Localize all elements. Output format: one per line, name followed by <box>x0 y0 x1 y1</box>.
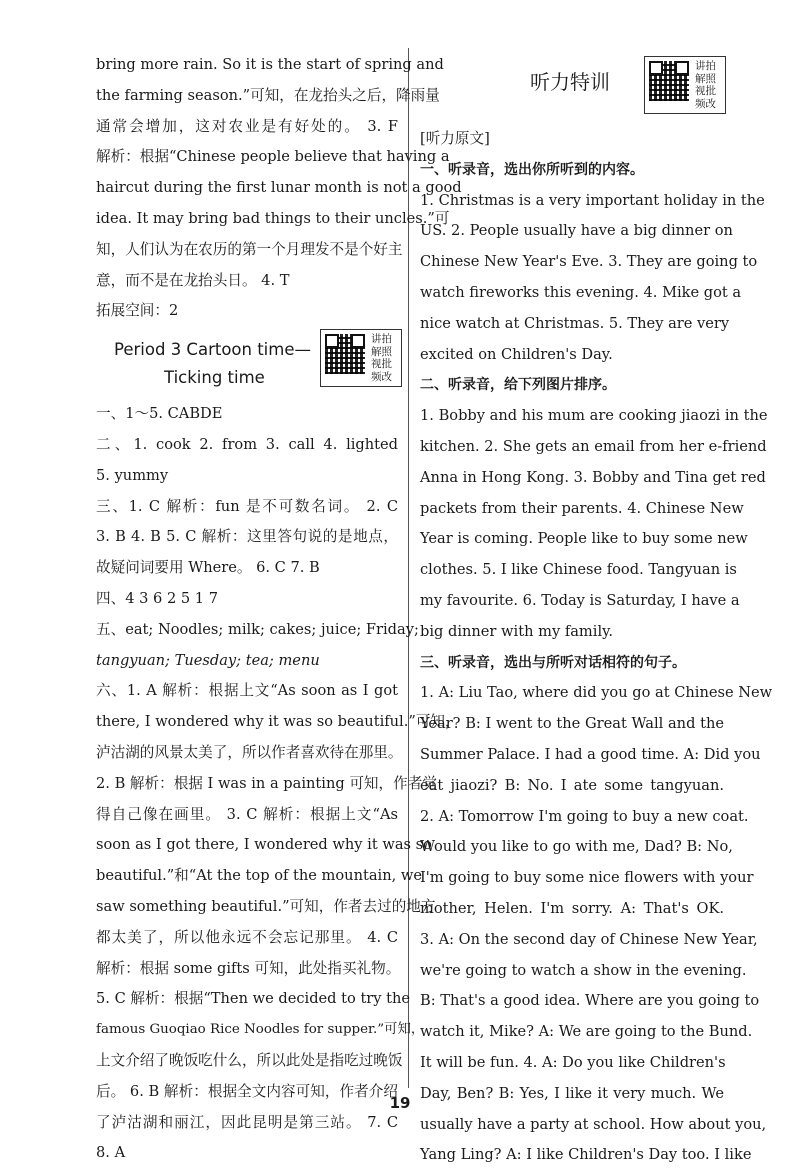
answer-line: 六、1. A 解析：根据上文“As soon as I got <box>96 682 398 700</box>
answer-line: 5. C 解析：根据“Then we decided to try the <box>96 990 411 1008</box>
answer-line-text: tangyuan; Tuesday; tea; menu <box>96 651 320 669</box>
text-line: Year is coming. People like to buy some new <box>420 530 748 548</box>
page-number: 19 <box>389 1094 411 1112</box>
answer-line: beautiful.”和“At the top of the mountain, we <box>96 867 423 885</box>
answer-line: 5. yummy <box>96 466 169 484</box>
text-line: 通常会增加，这对农业是有好处的。 3. F <box>96 117 398 135</box>
text-line: It will be fun. 4. A: Do you like Children's <box>420 1053 726 1071</box>
text-line: kitchen. 2. She gets an email from her e-friend <box>420 437 767 455</box>
answer-line <box>96 646 398 677</box>
answer-line: 后。 6. B 解析：根据全文内容可知，作者介绍 <box>96 1082 398 1100</box>
answer-line: 四、4 3 6 2 5 1 7 <box>96 589 219 607</box>
answer-line: 都太美了，所以他永远不会忘记那里。 4. C <box>96 928 398 946</box>
text-line: watch it, Mike? A: We are going to the Bund. <box>420 1023 753 1041</box>
text-line: 知，人们认为在农历的第一个月理发不是个好主 <box>96 240 403 258</box>
heading: [听力原文] <box>420 130 490 147</box>
qr-code-box[interactable] <box>320 329 402 387</box>
answer-line: 一、1～5. CABDE <box>96 405 223 423</box>
text-line: Would you like to go with me, Dad? B: No, <box>420 838 733 856</box>
text-line: watch fireworks this evening. 4. Mike got a <box>420 283 742 301</box>
text-line: Anna in Hong Kong. 3. Bobby and Tina get red <box>420 468 766 486</box>
text-line: my favourite. 6. Today is Saturday, I have a <box>420 591 740 609</box>
qr-code-icon[interactable] <box>325 334 365 374</box>
right-column <box>420 124 773 1171</box>
text-line: 解析：根据“Chinese people believe that having a <box>96 148 450 166</box>
text-line: 1. A: Liu Tao, where did you go at Chinese New <box>420 684 773 702</box>
text-line: nice watch at Christmas. 5. They are very <box>420 314 730 332</box>
period-title: Period 3 Cartoon time— <box>114 340 311 360</box>
text-line: the farming season.”可知，在龙抬头之后，降雨量 <box>96 86 440 104</box>
period-header <box>96 329 398 395</box>
section-heading: 一、听录音，选出你所听到的内容。 <box>420 161 644 178</box>
section-heading: 三、听录音，选出与所听对话相符的句子。 <box>420 654 686 671</box>
text-line: Year? B: I went to the Great Wall and the <box>420 715 724 733</box>
answer-line: 故疑问词要用 Where。 6. C 7. B <box>96 559 320 577</box>
answer-line: 泸沽湖的风景太美了，所以作者喜欢待在那里。 <box>96 743 403 761</box>
text-line: eat jiaozi? B: No. I ate some tangyuan. <box>420 776 724 794</box>
answer-line: 解析：根据 some gifts 可知，此处指买礼物。 <box>96 959 401 977</box>
answer-line: 五、eat; Noodles; milk; cakes; juice; Friday; <box>96 620 419 638</box>
text-line: excited on Children's Day. <box>420 345 613 363</box>
text-line: 2. A: Tomorrow I'm going to buy a new coat. <box>420 807 749 825</box>
text-line: Day, Ben? B: Yes, I like it very much. We <box>420 1084 724 1102</box>
qr-code-icon[interactable] <box>649 61 689 101</box>
text-line: Yang Ling? A: I like Children's Day too. I like <box>420 1146 752 1164</box>
answer-line: 8. A <box>96 1144 126 1162</box>
section-heading: 二、听录音，给下列图片排序。 <box>420 377 616 394</box>
period-subtitle: Ticking time <box>164 368 265 388</box>
text-line: bring more rain. So it is the start of spring and <box>96 56 444 73</box>
text-line: B: That's a good idea. Where are you going to <box>420 992 760 1010</box>
text-line: packets from their parents. 4. Chinese New <box>420 499 744 517</box>
answer-line: 2. B 解析：根据 I was in a painting 可知，作者觉 <box>96 774 437 792</box>
text-line: 1. Christmas is a very important holiday in the <box>420 191 765 209</box>
text-line: clothes. 5. I like Chinese food. Tangyuan is <box>420 561 737 579</box>
text-line: 意，而不是在龙抬头日。 4. T <box>96 271 290 289</box>
column-divider <box>408 48 409 1088</box>
answer-line: 上文介绍了晚饭吃什么，所以此处是指吃过晚饭 <box>96 1051 403 1069</box>
text-line: haircut during the first lunar month is not a good <box>96 179 462 197</box>
text-line: 拓展空间：2 <box>96 302 179 320</box>
answer-line: 了泸沽湖和丽江，因此昆明是第三站。 7. C <box>96 1113 398 1131</box>
text-line: Chinese New Year's Eve. 3. They are going to <box>420 253 758 271</box>
answer-line: famous Guoqiao Rice Noodles for supper.”可知， <box>96 1022 425 1038</box>
text-line: US. 2. People usually have a big dinner on <box>420 222 733 240</box>
answer-line: 三、1. C 解析：fun 是不可数名词。 2. C <box>96 497 398 515</box>
text-line: 3. A: On the second day of Chinese New Year, <box>420 930 758 948</box>
text-line: 1. Bobby and his mum are cooking jiaozi in the <box>420 407 768 425</box>
answer-line: saw something beautiful.”可知，作者去过的地方 <box>96 897 436 915</box>
qr-code-box[interactable] <box>644 56 726 114</box>
text-line: big dinner with my family. <box>420 622 614 640</box>
text-line: Summer Palace. I had a good time. A: Did you <box>420 745 761 763</box>
text-line: we're going to watch a show in the evening. <box>420 961 747 979</box>
text-line: I'm going to buy some nice flowers with your <box>420 869 754 887</box>
qr-label: 讲拍解照视批频改 <box>695 60 716 110</box>
text-line: idea. It may bring bad things to their uncles.”可 <box>96 209 450 227</box>
text-line: mother, Helen. I'm sorry. A: That's OK. <box>420 899 724 917</box>
section-title: 听力特训 <box>530 70 610 94</box>
text-line: usually have a party at school. How about you, <box>420 1115 767 1133</box>
answer-line: there, I wondered why it was so beautiful.”可知， <box>96 713 460 731</box>
qr-label: 讲拍解照视批频改 <box>371 333 392 383</box>
answer-line: soon as I got there, I wondered why it was so <box>96 836 432 854</box>
answer-line: 二、1. cook 2. from 3. call 4. lighted <box>96 435 398 453</box>
answer-line: 3. B 4. B 5. C 解析：这里答句说的是地点， <box>96 528 398 546</box>
answer-line: 得自己像在画里。 3. C 解析：根据上文“As <box>96 805 398 823</box>
